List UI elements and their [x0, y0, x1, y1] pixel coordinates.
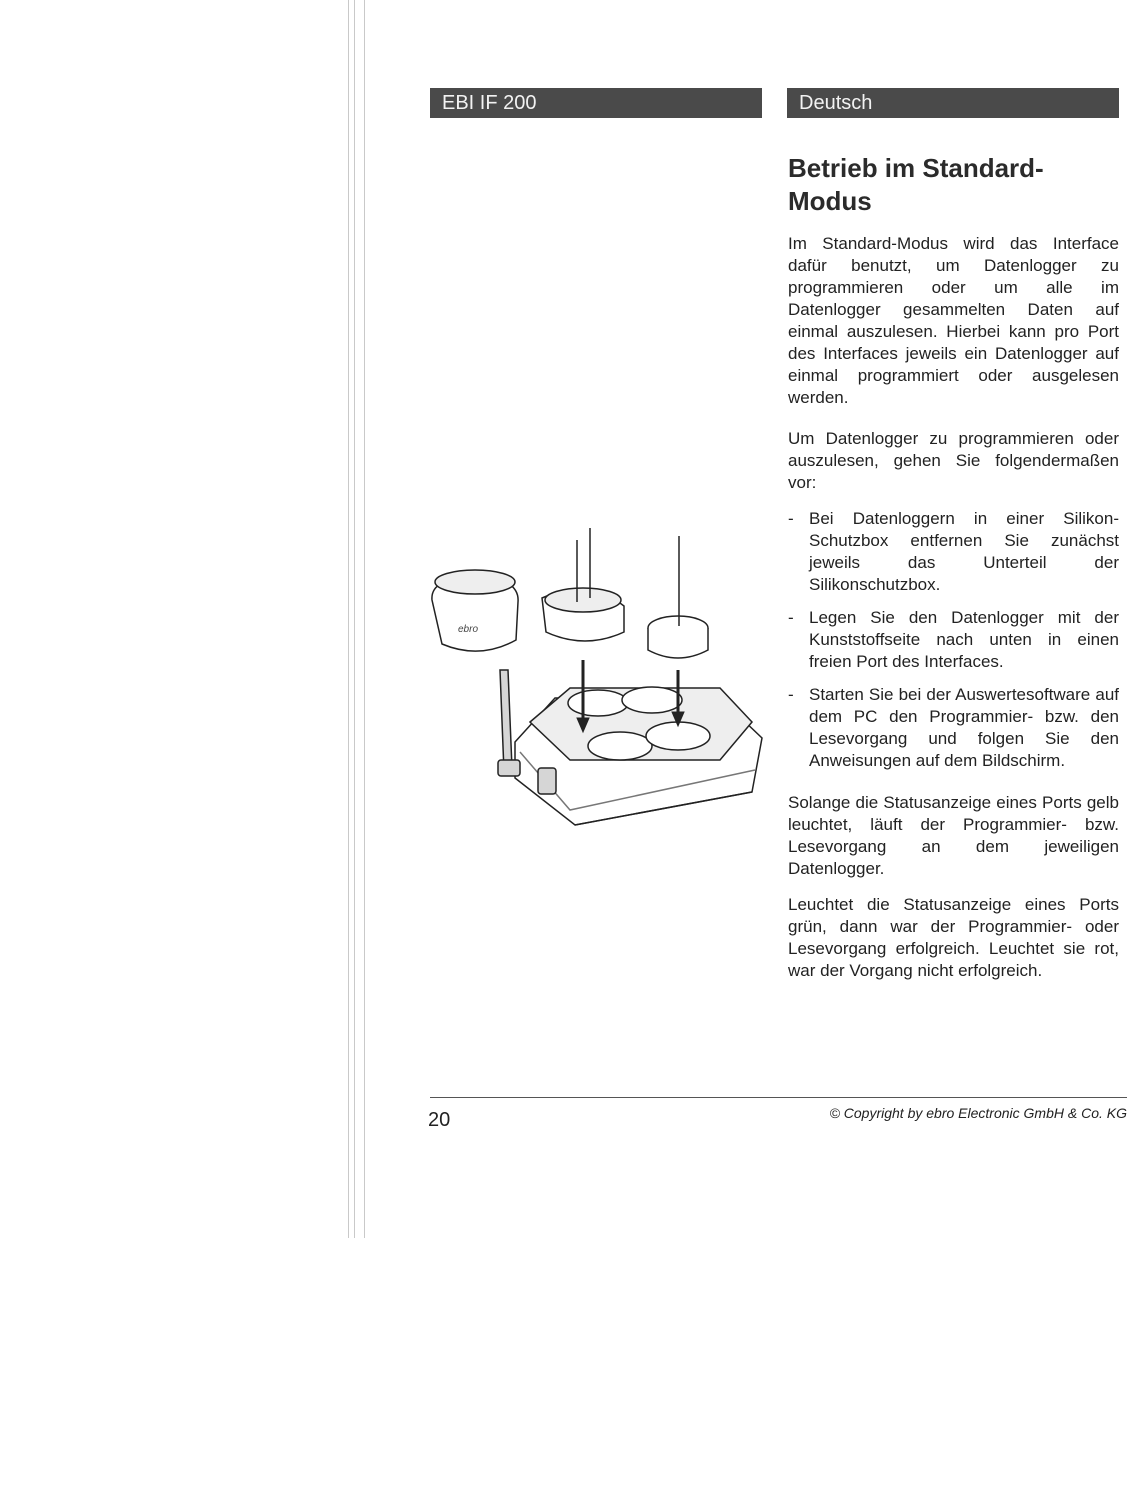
status-result-paragraph: Leuchtet die Statusanzeige eines Ports grün, dann war der Programmier- oder Lesevorgang erfolgreich. Leuchtet sie rot, war der Vorgang nicht erfolgreich.: [788, 895, 1119, 980]
antenna: [500, 670, 512, 772]
list-item: [788, 607, 1119, 673]
procedure-intro-paragraph: Um Datenlogger zu programmieren oder auszulesen, gehen Sie folgendermaßen vor:: [788, 429, 1119, 492]
port-top-left: [568, 690, 628, 716]
step-text: Legen Sie den Datenlogger mit der Kunststoffseite nach unten in einen freien Port des Interfaces.: [809, 608, 1119, 671]
header-product-bar: [430, 88, 762, 118]
page-number: 20: [428, 1109, 451, 1131]
step-text: Starten Sie bei der Auswertesoftware auf dem PC den Programmier- bzw. den Lesevorgang und folgen Sie den Anweisungen auf dem Bildschirm.: [809, 685, 1119, 770]
bullet-dash: -: [788, 509, 794, 528]
bullet-dash: -: [788, 608, 794, 627]
status-yellow-paragraph: Solange die Statusanzeige eines Ports gelb leuchtet, läuft der Programmier- bzw. Lesevorgang an dem jeweiligen Datenlogger.: [788, 793, 1119, 878]
header-product-label: EBI IF 200: [442, 92, 537, 114]
box-brand-text: ebro: [458, 624, 479, 635]
step-text: Bei Datenloggern in einer Silikon-Schutzbox entfernen Sie zunächst jeweils das Unterteil der Silikonschutzbox.: [809, 509, 1119, 594]
port-top-right: [622, 687, 682, 713]
status-indicator-panel: [538, 768, 556, 794]
list-item: [788, 684, 1119, 772]
header-language-bar: [787, 88, 1119, 118]
footer-divider: [430, 1097, 1127, 1098]
list-item: [788, 508, 1119, 596]
section-title: Betrieb im Standard-Modus: [788, 153, 1044, 216]
page-binding-edge: [364, 0, 365, 1238]
procedure-steps-list: [788, 508, 1119, 783]
page-binding-edge: [354, 0, 355, 1238]
header-language-label: Deutsch: [799, 92, 873, 114]
interface-device-illustration: [420, 520, 770, 830]
intro-paragraph: Im Standard-Modus wird das Interface dafür benutzt, um Datenlogger zu programmieren oder um alle im Datenlogger gesammelten Daten auf einmal auszulesen. Hierbei kann pro Port des Interfaces jeweils ein Datenlogger auf einmal programmiert oder ausgelesen werden.: [788, 234, 1119, 407]
page-binding-edge: [348, 0, 349, 1238]
bullet-dash: -: [788, 685, 794, 704]
copyright-notice: © Copyright by ebro Electronic GmbH & Co. KG: [829, 1105, 1127, 1121]
port-bottom-left: [588, 732, 652, 760]
